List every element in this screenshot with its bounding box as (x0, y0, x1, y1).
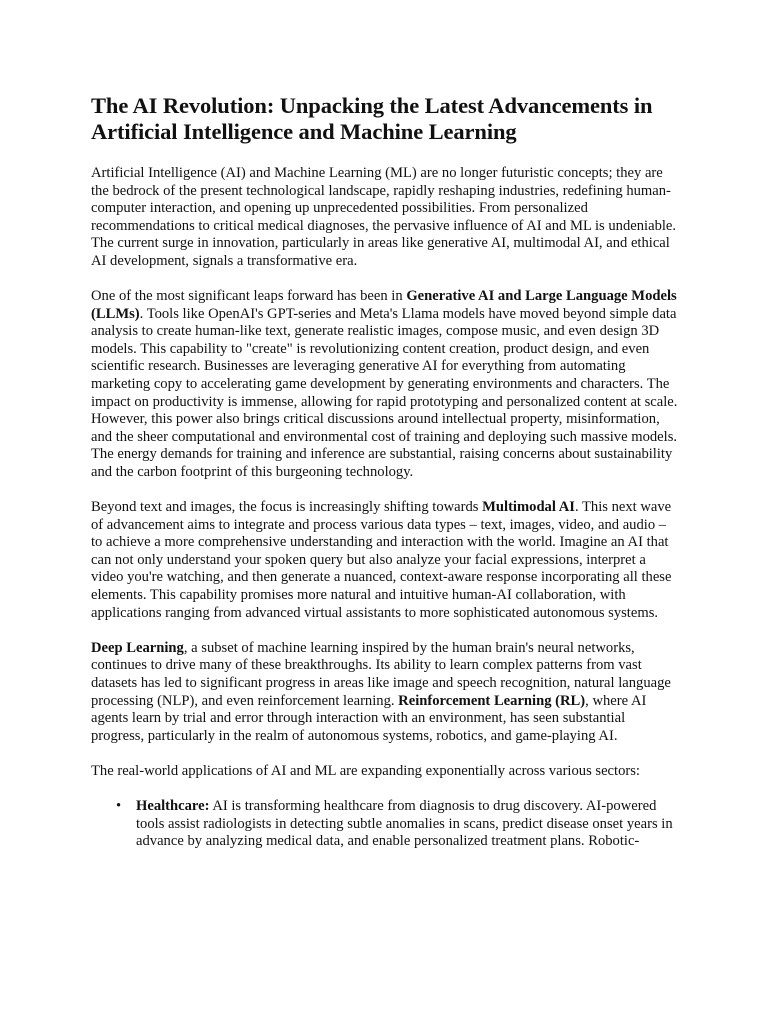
bold-term-multimodal-ai: Multimodal AI (482, 499, 575, 516)
paragraph-multimodal-ai (91, 499, 679, 622)
paragraph-applications-intro: The real-world applications of AI and ML are expanding exponentially across various sectors: (91, 762, 640, 779)
paragraph-text: , a subset of machine learning inspired by the human brain's neural networks, continues to drive many of these breakthroughs. Its ability to learn complex patterns from vast datasets has led to significant progress in areas like image and speech recognition, natural language processing (NLP), and even reinforcement learning. (91, 639, 671, 709)
article-title: The AI Revolution: Unpacking the Latest Advancements in Artificial Intelligence and Machine Learning (91, 93, 653, 144)
paragraph-text: , where AI agents learn by trial and error through interaction with an environment, has seen substantial progress, particularly in the realm of autonomous systems, robotics, and game-playing AI. (91, 692, 647, 744)
bold-term-generative-ai: Generative AI and Large Language Models (LLMs) (91, 288, 677, 322)
list-item (116, 797, 679, 851)
paragraph-generative-ai (91, 288, 679, 482)
paragraph-text: . This next wave of advancement aims to integrate and process various data types – text, images, video, and audio – to achieve a more comprehensive understanding and interaction with the world. Imagine an AI that can not only understand your spoken query but also analyze your facial expressions, interpret a video you're watching, and then generate a nuanced, context-aware response incorporating all these elements. This capability promises more natural and intuitive human-AI collaboration, with applications ranging from advanced virtual assistants to more sophisticated autonomous systems. (91, 499, 672, 621)
bullet-icon: • (116, 797, 122, 814)
bold-term-deep-learning: Deep Learning (91, 639, 184, 656)
list-item-text: AI is transforming healthcare from diagnosis to drug discovery. AI-powered tools assist radiologists in detecting subtle anomalies in scans, predict disease onset years in advance by analyzing medical data, and enable personalized treatment plans. Robotic- (136, 797, 673, 850)
paragraph-intro: Artificial Intelligence (AI) and Machine Learning (ML) are no longer futuristic concepts; they are the bedrock of the present technological landscape, rapidly reshaping industries, redefining human-computer interaction, and opening up unprecedented possibilities. From personalized recommendations to critical medical diagnoses, the pervasive influence of AI and ML is undeniable. The current surge in innovation, particularly in areas like generative AI, multimodal AI, and ethical AI development, signals a transformative era. (91, 165, 677, 269)
paragraph-deep-learning (91, 640, 679, 746)
paragraph-text: . Tools like OpenAI's GPT-series and Meta's Llama models have moved beyond simple data analysis to create human-like text, generate realistic images, compose music, and even design 3D models. This capability to "create" is revolutionizing content creation, product design, and even scientific research. Businesses are leveraging generative AI for everything from automating marketing copy to accelerating game development by generating environments and characters. The impact on productivity is immense, allowing for rapid prototyping and personalized content at scale. However, this power also brings critical discussions around intellectual property, misinformation, and the sheer computational and environmental cost of training and deploying such massive models. The energy demands for training and inference are substantial, raising concerns about sustainability and the carbon footprint of this burgeoning technology. (91, 305, 678, 480)
paragraph-text: Beyond text and images, the focus is increasingly shifting towards (91, 499, 483, 516)
document-page (91, 93, 679, 851)
applications-list (91, 798, 679, 851)
paragraph-text: One of the most significant leaps forward has been in (91, 288, 407, 305)
list-item-heading: Healthcare: (136, 797, 210, 814)
bold-term-reinforcement-learning: Reinforcement Learning (RL) (398, 692, 586, 709)
